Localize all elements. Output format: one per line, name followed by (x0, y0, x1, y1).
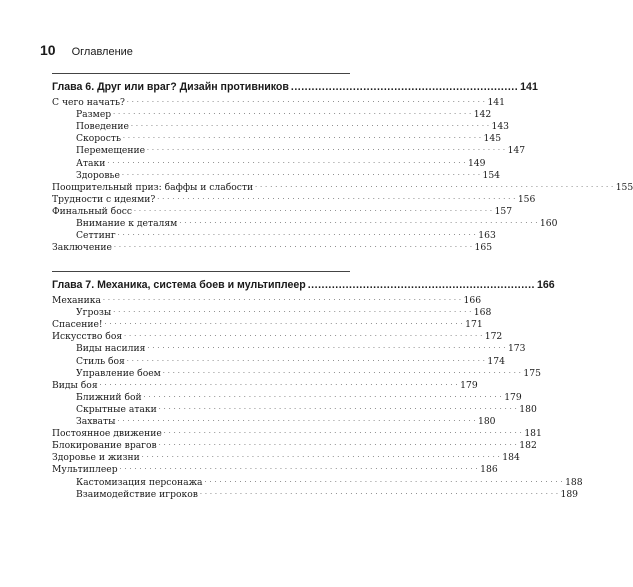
toc-entry-title: Захваты (76, 416, 116, 428)
toc-entry-page: 180 (519, 403, 537, 415)
toc-entry-page: 166 (463, 295, 482, 307)
chapter-page: 166 (537, 279, 555, 291)
toc-entry-title: Внимание к деталям (76, 218, 178, 230)
toc-entry-title: Блокирование врагов (52, 440, 157, 452)
toc-entry-page: 155 (615, 181, 633, 193)
toc-entry-page: 172 (484, 331, 503, 343)
toc-entry-page: 145 (483, 133, 502, 145)
toc-entry-title: Поведение (76, 121, 129, 133)
dot-leader: . . . . . . . . . . . . . . . . . . . . . . . . . . . . . . . . . . . . . . . . . . . . . . . . . . . . . . . . . . . . . . . . . . . . . . . . (104, 319, 464, 327)
chapter-6-heading[interactable] (52, 75, 538, 93)
chapter-6-top-rule (52, 73, 350, 74)
dot-leader: . . . . . . . . . . . . . . . . . . . . . . . . . . . . . . . . . . . . . . . . . . . . . . . . . . . . . . . . . . . . . . . . . . . . . . . . (126, 97, 486, 105)
toc-entry-page: 181 (524, 428, 542, 440)
toc-entry-title: Кастомизация персонажа (76, 476, 203, 488)
toc-entry-page: 175 (523, 367, 541, 379)
toc-entry-title: Ближний бой (76, 391, 142, 403)
toc-entry-page: 189 (560, 488, 579, 500)
dot-leader: . . . . . . . . . . . . . . . . . . . . . . . . . . . . . . . . . . . . . . . . . . . . . . . . . . . . . . . . . . . . . . . . . . . . . . . . (179, 218, 538, 226)
toc-entry-page: 168 (473, 307, 492, 319)
toc-entry-title: Скорость (76, 133, 121, 145)
toc-entry-page: 174 (487, 355, 505, 367)
dot-leader: . . . . . . . . . . . . . . . . . . . . . . . . . . . . . . . . . . . . . . . . . . . . . . . . . . . . . . . . . . . . . . . . . . . . . . . . (122, 133, 482, 141)
running-head (40, 42, 133, 60)
toc-entry-title: Здоровье и жизни (52, 452, 140, 464)
toc-entry-page: 141 (487, 97, 505, 109)
toc-entry-page: 179 (460, 379, 478, 391)
toc-entry-title: Заключение (52, 242, 112, 254)
dot-leader: . . . . . . . . . . . . . . . . . . . . . . . . . . . . . . . . . . . . . . . . . . . . . . . . . . . . . . . . . . . . . . . . . . . . . . . . (99, 379, 459, 387)
toc-entry-title: Управление боем (76, 367, 161, 379)
toc-entry-title: Угрозы (76, 307, 112, 319)
dot-leader: . . . . . . . . . . . . . . . . . . . . . . . . . . . . . . . . . . . . . . . . . . . . . . . . . . . . . . . . . . . . . . . . . . . . . . . . (124, 331, 483, 339)
toc-entry[interactable] (52, 488, 579, 501)
toc-entry-page: 149 (467, 157, 486, 169)
toc-entry-page: 147 (507, 145, 526, 157)
dot-leader: . . . . . . . . . . . . . . . . . . . . . . . . . . . . . . . . . . . . . . . . . . . . . . . . . . . . . . . . . . . . . . . . . . . . . . . . (162, 367, 522, 375)
chapter-7-entries (52, 295, 583, 501)
toc-entry-title: Мультиплеер (52, 464, 118, 476)
toc-entry-title: С чего начать? (52, 97, 125, 109)
toc-entry-page: 171 (465, 319, 483, 331)
toc-entry-page: 142 (473, 109, 492, 121)
dot-leader: . . . . . . . . . . . . . . . . . . . . . . . . . . . . . . . . . . . . . . . . . . . . . . . . . . . . . . . . . . . . . . . . . . . . . . . . (126, 355, 486, 363)
dot-leader: . . . . . . . . . . . . . . . . . . . . . . . . . . . . . . . . . . . . . . . . . . . . . . . . . . . . . . . . . . . . . . . . . . . . . . . . (204, 476, 564, 484)
toc-entry-title: Скрытные атаки (76, 403, 157, 415)
toc-entry-title: Сеттинг (76, 230, 116, 242)
dot-leader: . . . . . . . . . . . . . . . . . . . . . . . . . . . . . . . . . . . . . . . . . . . . . . . . . . . . . . . . . . . . . . . . . . . . . . . . (157, 193, 516, 201)
toc-entry-title: Виды насилия (76, 343, 146, 355)
dot-leader: . . . . . . . . . . . . . . . . . . . . . . . . . . . . . . . . . . . . . . . . . . . . . . . . . . . . . . . . . . . . . . . . . . . . . . . . (119, 464, 479, 472)
dot-leader: .................................................................. (290, 81, 519, 93)
dot-leader: . . . . . . . . . . . . . . . . . . . . . . . . . . . . . . . . . . . . . . . . . . . . . . . . . . . . . . . . . . . . . . . . . . . . . . . . (134, 205, 493, 213)
dot-leader: . . . . . . . . . . . . . . . . . . . . . . . . . . . . . . . . . . . . . . . . . . . . . . . . . . . . . . . . . . . . . . . . . . . . . . . . (107, 157, 466, 165)
dot-leader: . . . . . . . . . . . . . . . . . . . . . . . . . . . . . . . . . . . . . . . . . . . . . . . . . . . . . . . . . . . . . . . . . . . . . . . . (158, 403, 518, 411)
toc-entry-title: Здоровье (76, 169, 120, 181)
dot-leader: . . . . . . . . . . . . . . . . . . . . . . . . . . . . . . . . . . . . . . . . . . . . . . . . . . . . . . . . . . . . . . . . . . . . . . . . (113, 109, 472, 117)
toc-entry-title: Механика (52, 295, 101, 307)
toc-entry-page: 186 (480, 464, 498, 476)
dot-leader: . . . . . . . . . . . . . . . . . . . . . . . . . . . . . . . . . . . . . . . . . . . . . . . . . . . . . . . . . . . . . . . . . . . . . . . . (102, 295, 462, 303)
chapter-title: Глава 7. Механика, система боев и мультиплеер (52, 279, 306, 291)
dot-leader: . . . . . . . . . . . . . . . . . . . . . . . . . . . . . . . . . . . . . . . . . . . . . . . . . . . . . . . . . . . . . . . . . . . . . . . . (147, 145, 506, 153)
dot-leader: . . . . . . . . . . . . . . . . . . . . . . . . . . . . . . . . . . . . . . . . . . . . . . . . . . . . . . . . . . . . . . . . . . . . . . . . (113, 242, 473, 250)
toc-entry-title: Искусство боя (52, 331, 123, 343)
toc-entry-page: 182 (519, 440, 537, 452)
toc-entry-page: 157 (494, 205, 513, 217)
chapter-6-entries (52, 97, 633, 254)
toc-entry-page: 184 (502, 452, 520, 464)
toc-entry-page: 188 (565, 476, 583, 488)
toc-entry-page: 160 (539, 218, 558, 230)
chapter-6-section (52, 75, 633, 254)
running-title: Оглавление (71, 46, 133, 58)
dot-leader: . . . . . . . . . . . . . . . . . . . . . . . . . . . . . . . . . . . . . . . . . . . . . . . . . . . . . . . . . . . . . . . . . . . . . . . . (143, 391, 503, 399)
toc-entry-page: 163 (478, 230, 496, 242)
toc-entry-page: 173 (507, 343, 526, 355)
toc-entry-title: Перемещение (76, 145, 146, 157)
toc-entry-title: Взаимодействие игроков (76, 488, 198, 500)
toc-entry-title: Трудности с идеями? (52, 193, 156, 205)
chapter-title: Глава 6. Друг или враг? Дизайн противников (52, 81, 289, 93)
toc-entry-page: 165 (474, 242, 493, 254)
toc-entry-title: Атаки (76, 157, 106, 169)
toc-entry-page: 156 (517, 193, 536, 205)
dot-leader: . . . . . . . . . . . . . . . . . . . . . . . . . . . . . . . . . . . . . . . . . . . . . . . . . . . . . . . . . . . . . . . . . . . . . . . . (255, 181, 614, 189)
dot-leader: . . . . . . . . . . . . . . . . . . . . . . . . . . . . . . . . . . . . . . . . . . . . . . . . . . . . . . . . . . . . . . . . . . . . . . . . (113, 307, 472, 315)
dot-leader: . . . . . . . . . . . . . . . . . . . . . . . . . . . . . . . . . . . . . . . . . . . . . . . . . . . . . . . . . . . . . . . . . . . . . . . . (163, 428, 523, 436)
chapter-7-heading[interactable] (52, 273, 555, 291)
toc-entry-page: 154 (482, 169, 501, 181)
toc-entry-title: Стиль боя (76, 355, 125, 367)
dot-leader: . . . . . . . . . . . . . . . . . . . . . . . . . . . . . . . . . . . . . . . . . . . . . . . . . . . . . . . . . . . . . . . . . . . . . . . . (121, 169, 481, 177)
chapter-7-top-rule (52, 271, 350, 272)
dot-leader: . . . . . . . . . . . . . . . . . . . . . . . . . . . . . . . . . . . . . . . . . . . . . . . . . . . . . . . . . . . . . . . . . . . . . . . . (141, 452, 501, 460)
chapter-page: 141 (520, 81, 538, 93)
toc-entry-page: 143 (491, 121, 510, 133)
chapter-7-section (52, 273, 583, 501)
toc-entry-page: 180 (477, 416, 496, 428)
dot-leader: . . . . . . . . . . . . . . . . . . . . . . . . . . . . . . . . . . . . . . . . . . . . . . . . . . . . . . . . . . . . . . . . . . . . . . . . (199, 488, 559, 496)
page-number: 10 (40, 42, 56, 58)
dot-leader: . . . . . . . . . . . . . . . . . . . . . . . . . . . . . . . . . . . . . . . . . . . . . . . . . . . . . . . . . . . . . . . . . . . . . . . . (117, 416, 476, 424)
dot-leader: . . . . . . . . . . . . . . . . . . . . . . . . . . . . . . . . . . . . . . . . . . . . . . . . . . . . . . . . . . . . . . . . . . . . . . . . (158, 440, 518, 448)
toc-entry-title: Спасение! (52, 319, 103, 331)
toc-entry-title: Финальный босс (52, 205, 133, 217)
toc-entry-title: Поощрительный приз: баффы и слабости (52, 181, 254, 193)
dot-leader: . . . . . . . . . . . . . . . . . . . . . . . . . . . . . . . . . . . . . . . . . . . . . . . . . . . . . . . . . . . . . . . . . . . . . . . . (130, 121, 490, 129)
toc-entry-title: Постоянное движение (52, 428, 162, 440)
toc-entry-title: Размер (76, 109, 112, 121)
dot-leader: . . . . . . . . . . . . . . . . . . . . . . . . . . . . . . . . . . . . . . . . . . . . . . . . . . . . . . . . . . . . . . . . . . . . . . . . (117, 230, 477, 238)
dot-leader: . . . . . . . . . . . . . . . . . . . . . . . . . . . . . . . . . . . . . . . . . . . . . . . . . . . . . . . . . . . . . . . . . . . . . . . . (147, 343, 506, 351)
toc-entry[interactable] (52, 242, 493, 254)
toc-entry-page: 179 (504, 391, 522, 403)
toc-entry-title: Виды боя (52, 379, 98, 391)
dot-leader: .................................................................. (307, 279, 535, 291)
